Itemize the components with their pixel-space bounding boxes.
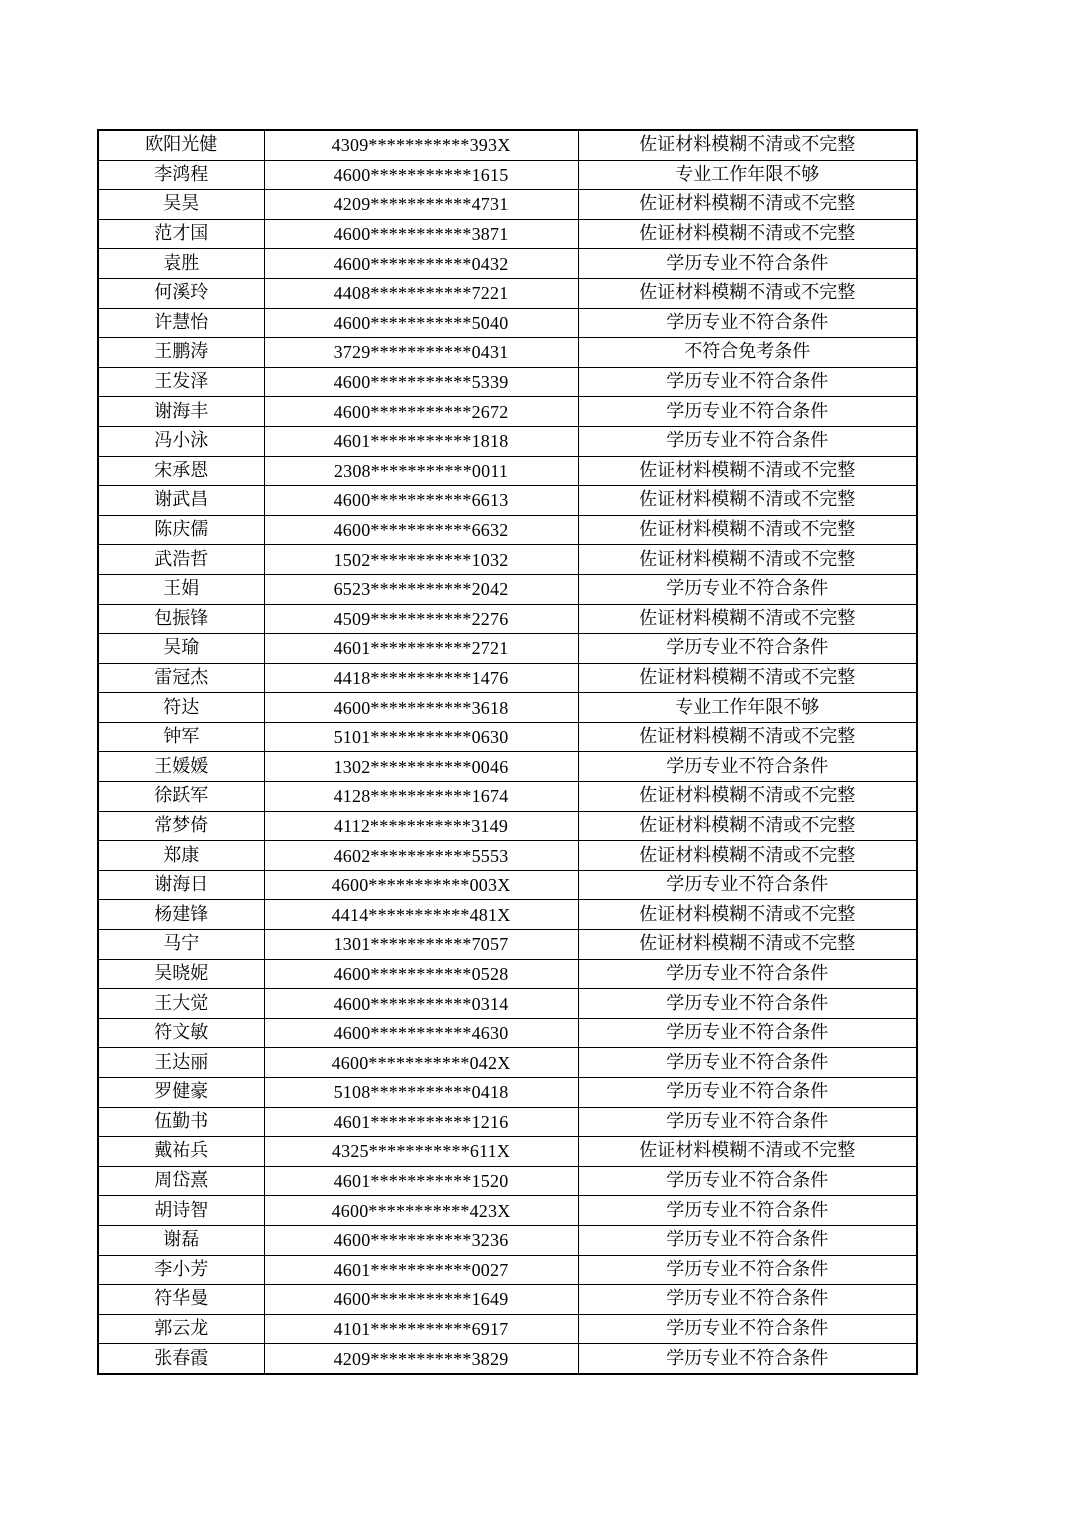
reason-cell: 学历专业不符合条件: [578, 426, 917, 456]
reason-cell: 学历专业不符合条件: [578, 1166, 917, 1196]
reason-cell: 学历专业不符合条件: [578, 249, 917, 279]
table-row: [98, 160, 917, 190]
table-row: [98, 1166, 917, 1196]
reason-cell: 佐证材料模糊不清或不完整: [578, 486, 917, 516]
reason-cell: 佐证材料模糊不清或不完整: [578, 219, 917, 249]
id-number-cell: 2308***********0011: [264, 456, 578, 486]
id-number-cell: 5108***********0418: [264, 1078, 578, 1108]
reason-cell: 学历专业不符合条件: [578, 397, 917, 427]
table-row: [98, 367, 917, 397]
reason-cell: 学历专业不符合条件: [578, 989, 917, 1019]
reason-cell: 学历专业不符合条件: [578, 870, 917, 900]
table-row: [98, 604, 917, 634]
name-cell: 郑康: [98, 841, 264, 871]
reason-cell: 学历专业不符合条件: [578, 367, 917, 397]
name-cell: 王娟: [98, 574, 264, 604]
reason-cell: 佐证材料模糊不清或不完整: [578, 1137, 917, 1167]
name-cell: 武浩哲: [98, 545, 264, 575]
id-number-cell: 4601***********0027: [264, 1255, 578, 1285]
table-row: [98, 456, 917, 486]
name-cell: 许慧怡: [98, 308, 264, 338]
table-row: [98, 722, 917, 752]
name-cell: 杨建锋: [98, 900, 264, 930]
id-number-cell: 4601***********1520: [264, 1166, 578, 1196]
id-number-cell: 1301***********7057: [264, 930, 578, 960]
reason-cell: 佐证材料模糊不清或不完整: [578, 604, 917, 634]
name-cell: 王媛媛: [98, 752, 264, 782]
id-number-cell: 4112***********3149: [264, 811, 578, 841]
reason-cell: 学历专业不符合条件: [578, 1225, 917, 1255]
table-row: [98, 1255, 917, 1285]
id-number-cell: 4509***********2276: [264, 604, 578, 634]
reason-cell: 佐证材料模糊不清或不完整: [578, 663, 917, 693]
name-cell: 胡诗智: [98, 1196, 264, 1226]
reason-cell: 学历专业不符合条件: [578, 959, 917, 989]
id-number-cell: 4600***********0528: [264, 959, 578, 989]
reason-cell: 佐证材料模糊不清或不完整: [578, 278, 917, 308]
table-row: [98, 1048, 917, 1078]
name-cell: 谢武昌: [98, 486, 264, 516]
reason-cell: 学历专业不符合条件: [578, 1314, 917, 1344]
table-row: [98, 989, 917, 1019]
table-row: [98, 1344, 917, 1374]
reason-cell: 专业工作年限不够: [578, 160, 917, 190]
table-row: [98, 752, 917, 782]
reason-cell: 学历专业不符合条件: [578, 1285, 917, 1315]
reason-cell: 佐证材料模糊不清或不完整: [578, 190, 917, 220]
name-cell: 王鹏涛: [98, 338, 264, 368]
id-number-cell: 4600***********1649: [264, 1285, 578, 1315]
name-cell: 何溪玲: [98, 278, 264, 308]
table-body: [98, 130, 917, 1374]
reason-cell: 佐证材料模糊不清或不完整: [578, 900, 917, 930]
reason-cell: 学历专业不符合条件: [578, 752, 917, 782]
table-row: [98, 1314, 917, 1344]
table-row: [98, 900, 917, 930]
reason-cell: 学历专业不符合条件: [578, 308, 917, 338]
table-row: [98, 515, 917, 545]
id-number-cell: 5101***********0630: [264, 722, 578, 752]
table-row: [98, 130, 917, 160]
id-number-cell: 6523***********2042: [264, 574, 578, 604]
table-row: [98, 930, 917, 960]
name-cell: 欧阳光健: [98, 130, 264, 160]
name-cell: 李小芳: [98, 1255, 264, 1285]
id-number-cell: 4209***********3829: [264, 1344, 578, 1374]
id-number-cell: 4600***********3618: [264, 693, 578, 723]
name-cell: 钟军: [98, 722, 264, 752]
table-row: [98, 870, 917, 900]
id-number-cell: 4101***********6917: [264, 1314, 578, 1344]
table-row: [98, 249, 917, 279]
id-number-cell: 4600***********5339: [264, 367, 578, 397]
id-number-cell: 4600***********2672: [264, 397, 578, 427]
name-cell: 王大觉: [98, 989, 264, 1019]
name-cell: 徐跃军: [98, 782, 264, 812]
table-row: [98, 1018, 917, 1048]
reason-cell: 不符合免考条件: [578, 338, 917, 368]
name-cell: 王发泽: [98, 367, 264, 397]
reason-cell: 佐证材料模糊不清或不完整: [578, 545, 917, 575]
name-cell: 郭云龙: [98, 1314, 264, 1344]
id-number-cell: 4600***********5040: [264, 308, 578, 338]
name-cell: 罗健豪: [98, 1078, 264, 1108]
name-cell: 周岱熹: [98, 1166, 264, 1196]
id-number-cell: 1302***********0046: [264, 752, 578, 782]
reason-cell: 佐证材料模糊不清或不完整: [578, 722, 917, 752]
table-row: [98, 663, 917, 693]
rejection-table: [97, 129, 918, 1375]
document-page: [97, 129, 916, 1375]
table-row: [98, 278, 917, 308]
id-number-cell: 4601***********2721: [264, 634, 578, 664]
table-row: [98, 308, 917, 338]
id-number-cell: 4408***********7221: [264, 278, 578, 308]
id-number-cell: 4600***********0432: [264, 249, 578, 279]
name-cell: 陈庆儒: [98, 515, 264, 545]
table-row: [98, 1137, 917, 1167]
table-row: [98, 545, 917, 575]
id-number-cell: 4325***********611X: [264, 1137, 578, 1167]
table-row: [98, 574, 917, 604]
name-cell: 雷冠杰: [98, 663, 264, 693]
reason-cell: 专业工作年限不够: [578, 693, 917, 723]
name-cell: 吴瑜: [98, 634, 264, 664]
name-cell: 谢海日: [98, 870, 264, 900]
id-number-cell: 4601***********1216: [264, 1107, 578, 1137]
id-number-cell: 4309***********393X: [264, 130, 578, 160]
table-row: [98, 1225, 917, 1255]
name-cell: 袁胜: [98, 249, 264, 279]
id-number-cell: 4418***********1476: [264, 663, 578, 693]
id-number-cell: 4600***********6632: [264, 515, 578, 545]
reason-cell: 学历专业不符合条件: [578, 1196, 917, 1226]
reason-cell: 学历专业不符合条件: [578, 1078, 917, 1108]
table-row: [98, 1285, 917, 1315]
reason-cell: 佐证材料模糊不清或不完整: [578, 782, 917, 812]
reason-cell: 学历专业不符合条件: [578, 1048, 917, 1078]
id-number-cell: 4128***********1674: [264, 782, 578, 812]
table-row: [98, 397, 917, 427]
id-number-cell: 4601***********1818: [264, 426, 578, 456]
reason-cell: 学历专业不符合条件: [578, 574, 917, 604]
table-row: [98, 634, 917, 664]
reason-cell: 学历专业不符合条件: [578, 1107, 917, 1137]
name-cell: 伍勤书: [98, 1107, 264, 1137]
name-cell: 范才国: [98, 219, 264, 249]
name-cell: 宋承恩: [98, 456, 264, 486]
name-cell: 张春霞: [98, 1344, 264, 1374]
name-cell: 冯小泳: [98, 426, 264, 456]
id-number-cell: 4600***********0314: [264, 989, 578, 1019]
table-row: [98, 219, 917, 249]
id-number-cell: 4600***********042X: [264, 1048, 578, 1078]
id-number-cell: 4600***********6613: [264, 486, 578, 516]
name-cell: 包振锋: [98, 604, 264, 634]
id-number-cell: 4600***********3236: [264, 1225, 578, 1255]
reason-cell: 佐证材料模糊不清或不完整: [578, 130, 917, 160]
table-row: [98, 811, 917, 841]
table-row: [98, 1196, 917, 1226]
id-number-cell: 4602***********5553: [264, 841, 578, 871]
name-cell: 符达: [98, 693, 264, 723]
table-row: [98, 190, 917, 220]
id-number-cell: 4600***********4630: [264, 1018, 578, 1048]
name-cell: 谢海丰: [98, 397, 264, 427]
name-cell: 马宁: [98, 930, 264, 960]
reason-cell: 佐证材料模糊不清或不完整: [578, 841, 917, 871]
name-cell: 谢磊: [98, 1225, 264, 1255]
reason-cell: 佐证材料模糊不清或不完整: [578, 456, 917, 486]
id-number-cell: 4600***********423X: [264, 1196, 578, 1226]
id-number-cell: 4600***********3871: [264, 219, 578, 249]
reason-cell: 学历专业不符合条件: [578, 1018, 917, 1048]
name-cell: 王达丽: [98, 1048, 264, 1078]
name-cell: 符华曼: [98, 1285, 264, 1315]
table-row: [98, 841, 917, 871]
table-row: [98, 486, 917, 516]
reason-cell: 学历专业不符合条件: [578, 634, 917, 664]
table-row: [98, 782, 917, 812]
reason-cell: 佐证材料模糊不清或不完整: [578, 811, 917, 841]
id-number-cell: 1502***********1032: [264, 545, 578, 575]
id-number-cell: 4600***********003X: [264, 870, 578, 900]
reason-cell: 佐证材料模糊不清或不完整: [578, 930, 917, 960]
name-cell: 吴晓妮: [98, 959, 264, 989]
id-number-cell: 4600***********1615: [264, 160, 578, 190]
table-row: [98, 1078, 917, 1108]
id-number-cell: 4209***********4731: [264, 190, 578, 220]
reason-cell: 佐证材料模糊不清或不完整: [578, 515, 917, 545]
id-number-cell: 3729***********0431: [264, 338, 578, 368]
table-row: [98, 426, 917, 456]
table-row: [98, 959, 917, 989]
table-row: [98, 1107, 917, 1137]
name-cell: 常梦倚: [98, 811, 264, 841]
table-row: [98, 338, 917, 368]
name-cell: 符文敏: [98, 1018, 264, 1048]
table-row: [98, 693, 917, 723]
reason-cell: 学历专业不符合条件: [578, 1344, 917, 1374]
name-cell: 戴祐兵: [98, 1137, 264, 1167]
id-number-cell: 4414***********481X: [264, 900, 578, 930]
reason-cell: 学历专业不符合条件: [578, 1255, 917, 1285]
name-cell: 李鸿程: [98, 160, 264, 190]
name-cell: 吴昊: [98, 190, 264, 220]
